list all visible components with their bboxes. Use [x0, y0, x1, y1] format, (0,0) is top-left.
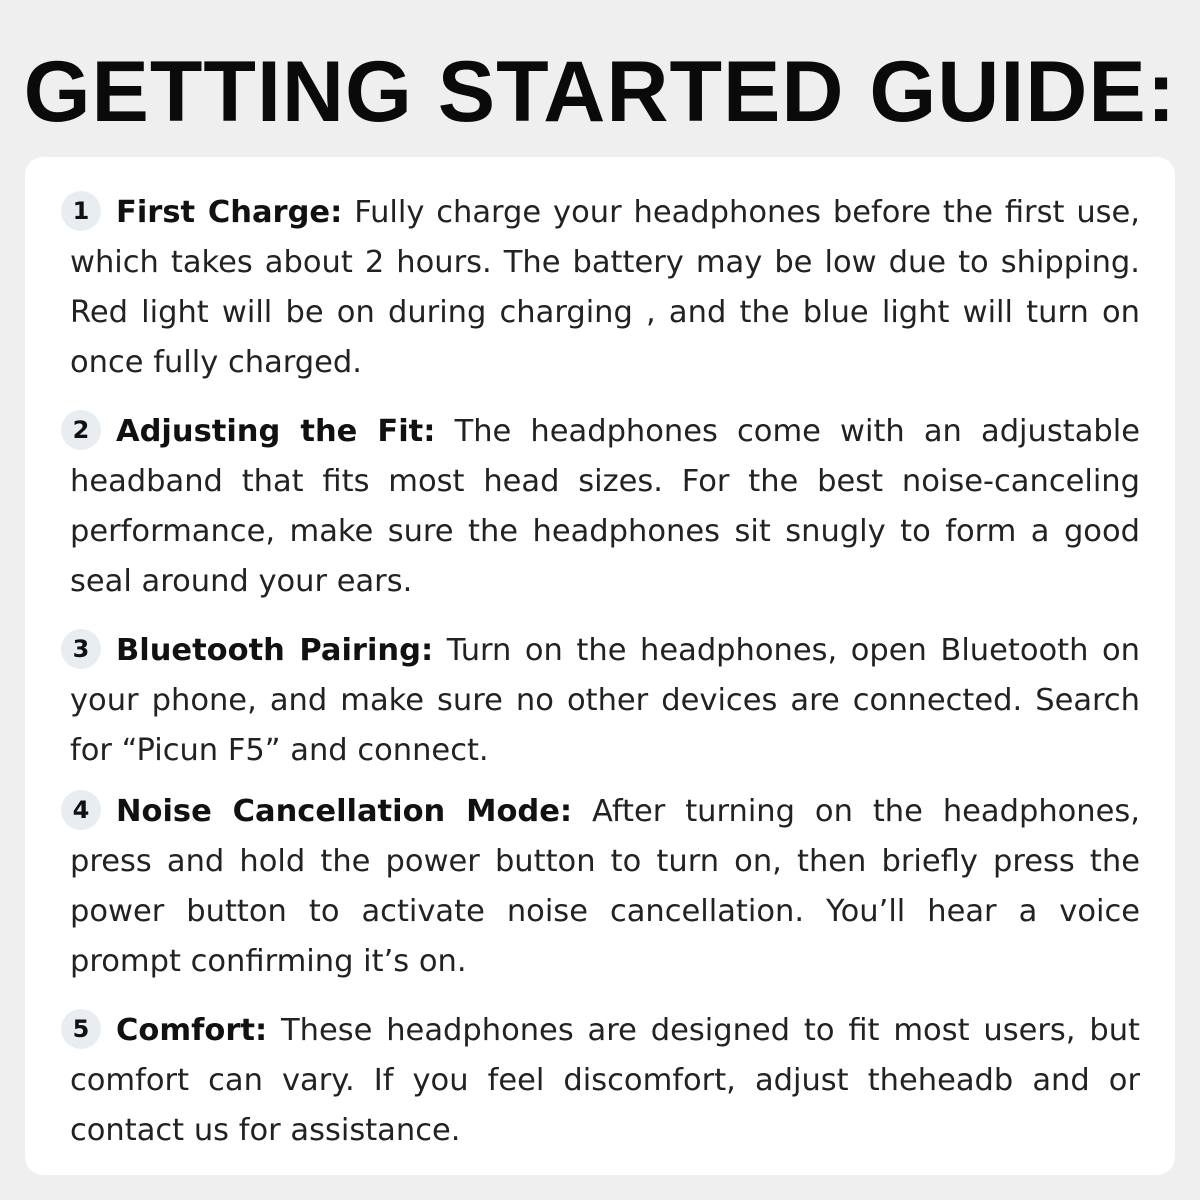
- step-body: Turn on the headphones, open Bluetooth on your phone, and make sure no other devices are connected. Search for “Picun F5” and connect.: [70, 633, 1140, 768]
- step-number-5: 5: [61, 1009, 101, 1049]
- step-body: Fully charge your headphones before the first use, which takes about 2 hours. The battery may be low due to shipping. Red light will be on during charging , and the blue light will turn on once fully charged.: [70, 195, 1140, 380]
- step-number-1: 1: [61, 191, 101, 231]
- step-noise-cancellation: [70, 787, 1140, 987]
- step-body: The headphones come with an adjustable headband that fits most head sizes. For the best noise-canceling performance, make sure the headphones sit snugly to form a good seal around your ears.: [70, 414, 1140, 599]
- step-comfort: [70, 1006, 1140, 1156]
- page-title: GETTING STARTED GUIDE:: [23, 44, 1177, 140]
- step-body: After turning on the headphones, press and hold the power button to turn on, then briefly press the power button to activate noise cancellation. You’ll hear a voice prompt confirming it’s on.: [70, 794, 1140, 979]
- step-number-3: 3: [61, 629, 101, 669]
- step-first-charge: [70, 188, 1140, 388]
- step-adjusting-fit: [70, 407, 1140, 607]
- step-body: These headphones are designed to fit most users, but comfort can vary. If you feel discomfort, adjust theheadb and or contact us for assistance.: [70, 1013, 1140, 1148]
- step-bluetooth-pairing: [70, 626, 1140, 776]
- guide-card: [25, 157, 1175, 1175]
- step-heading: Adjusting the Fit:: [116, 414, 436, 449]
- step-number-4: 4: [61, 790, 101, 830]
- step-heading: Bluetooth Pairing:: [116, 633, 434, 668]
- step-heading: First Charge:: [116, 195, 343, 230]
- step-heading: Noise Cancellation Mode:: [116, 794, 573, 829]
- step-heading: Comfort:: [116, 1013, 268, 1048]
- step-number-2: 2: [61, 410, 101, 450]
